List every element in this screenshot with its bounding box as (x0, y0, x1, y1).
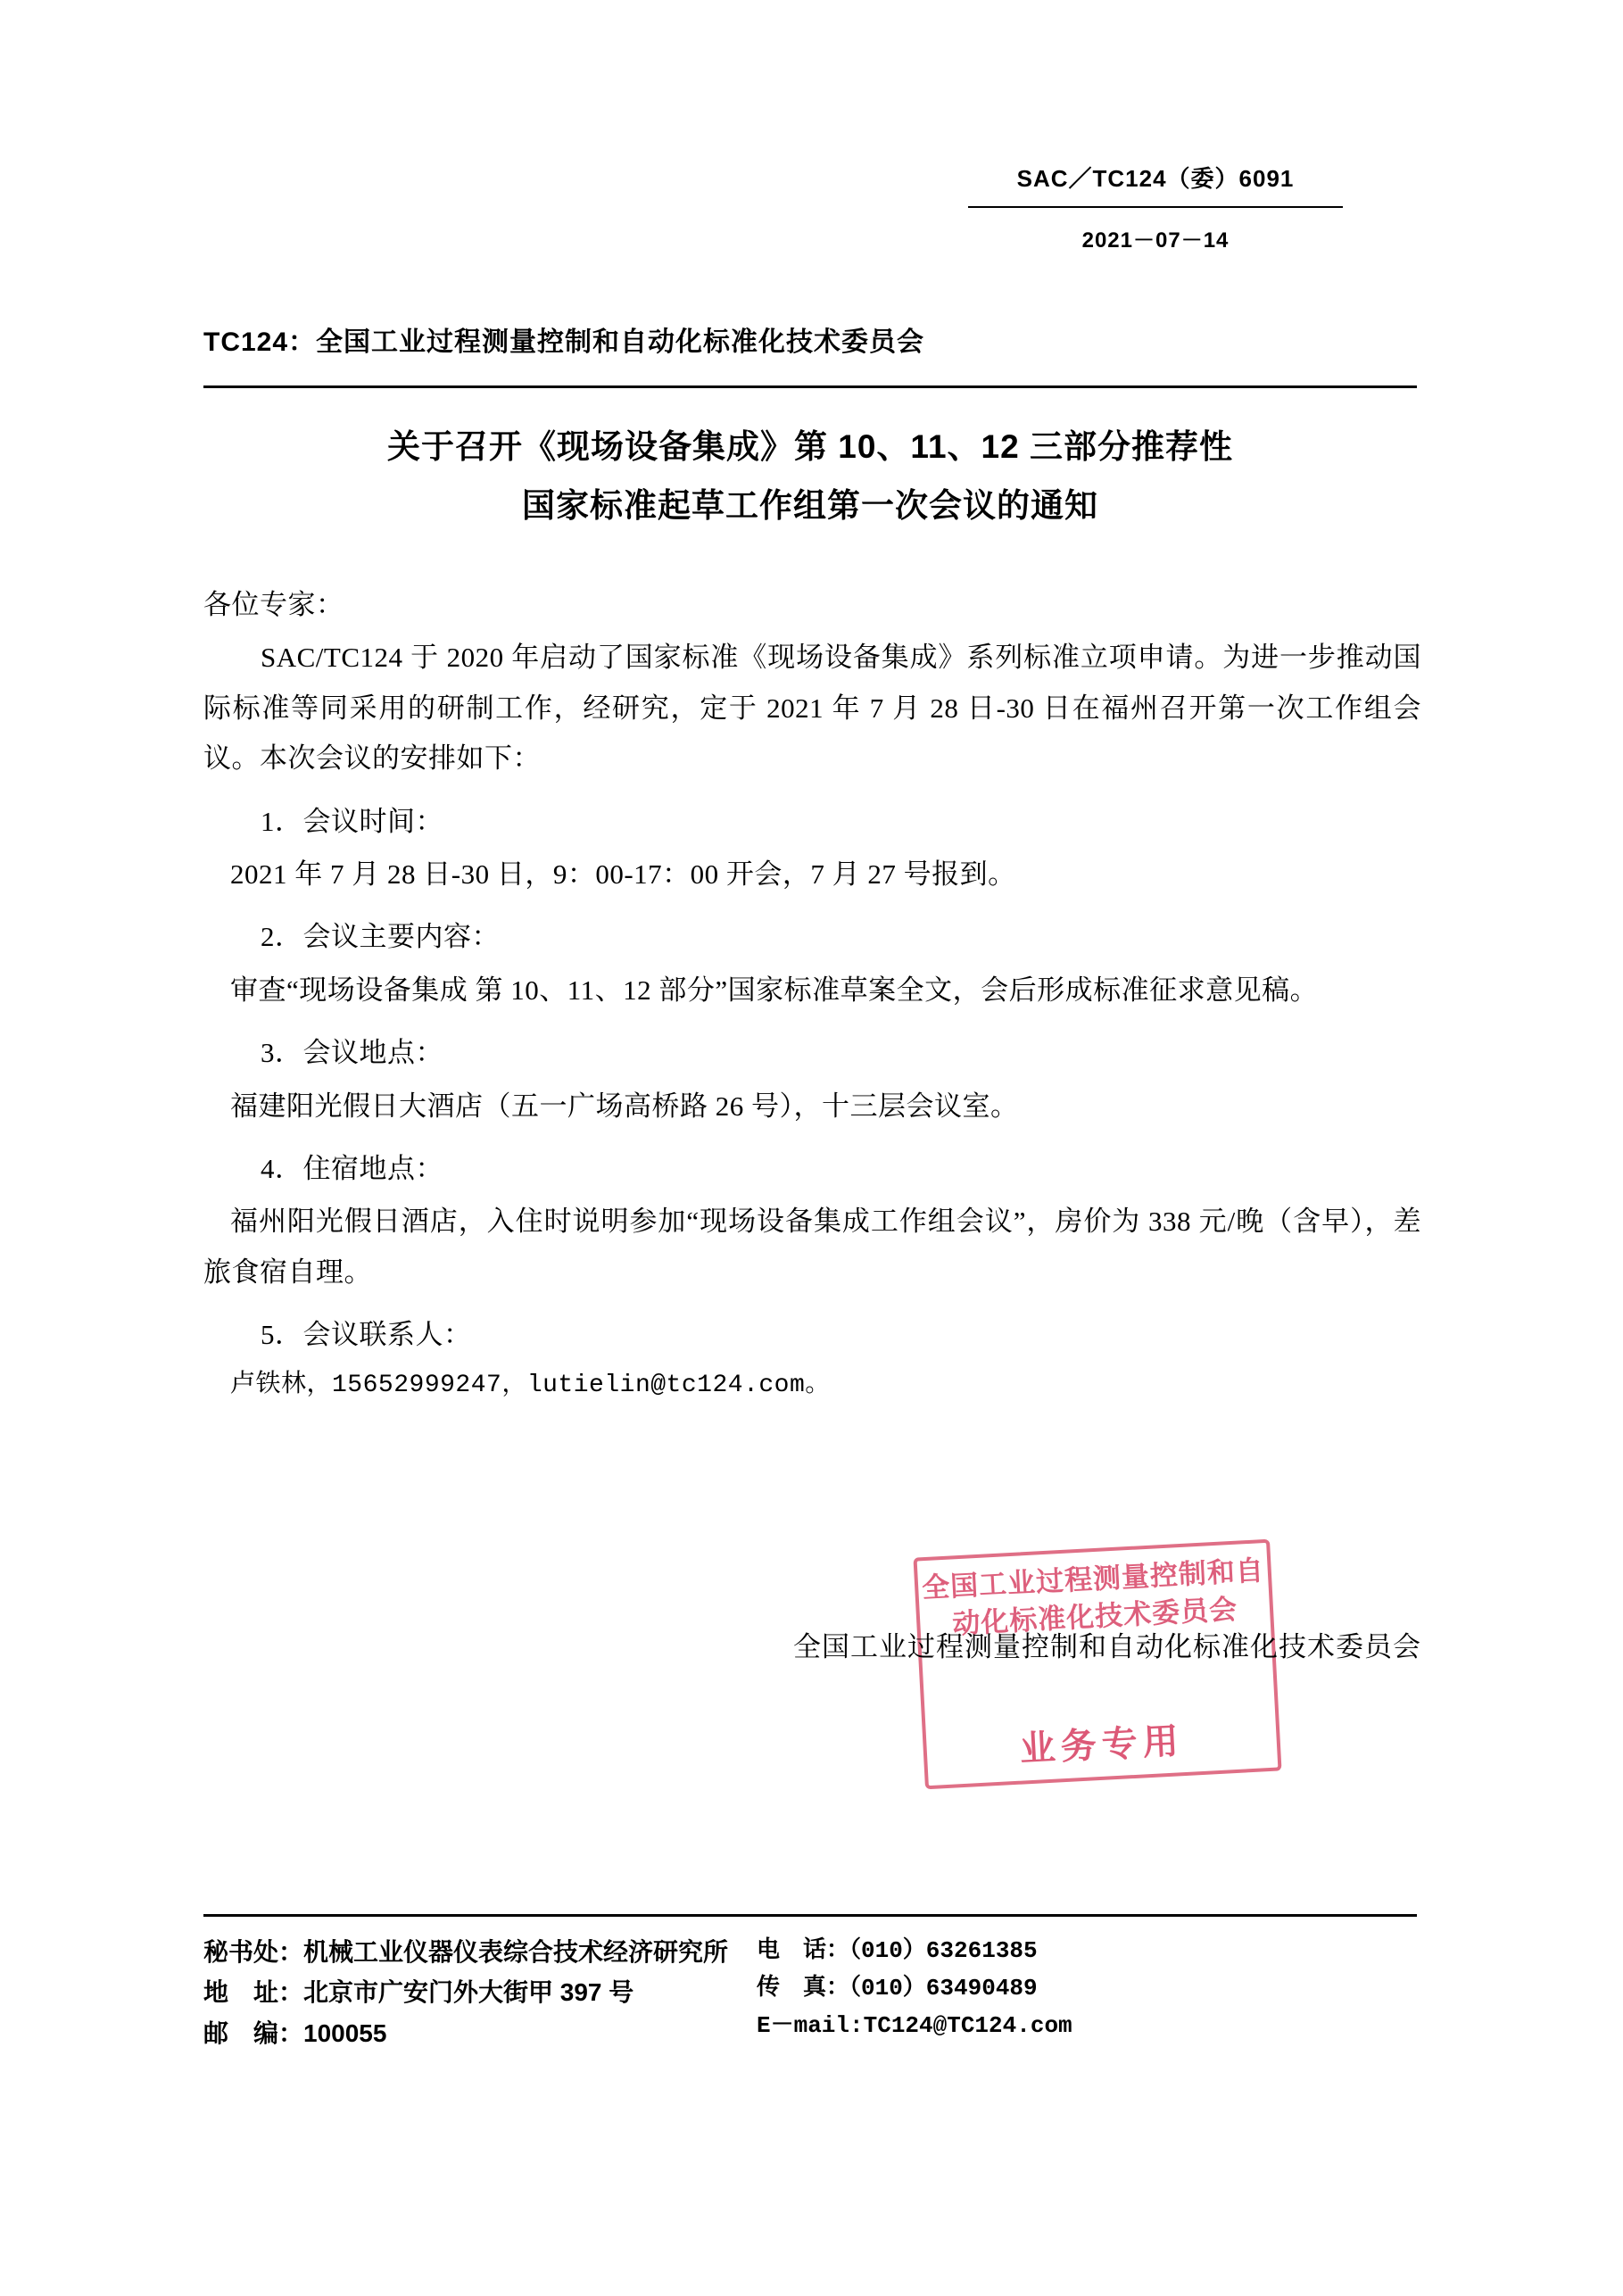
footer-left-column (203, 1932, 757, 2053)
document-number: SAC／TC124（委）6091 (1016, 165, 1295, 192)
item-3-text: 福建阳光假日大酒店（五一广场高桥路 26 号），十三层会议室。 (230, 1090, 1019, 1122)
title-line-1: 关于召开《现场设备集成》第 10、11、12 三部分推荐性 (387, 428, 1233, 465)
document-date: 2021－07－14 (1081, 228, 1230, 253)
seal-bottom-text: 业务专用 (1018, 1721, 1185, 1770)
footer-email: E－mail:TC124@TC124.com (757, 2012, 1072, 2040)
footer-address: 地 址：北京市广安门外大街甲 397 号 (203, 1978, 634, 2007)
signature-line: 全国工业过程测量控制和自动化标准化技术委员会 (793, 1631, 1421, 1662)
footer-postcode: 邮 编：100055 (203, 2018, 387, 2047)
seal-border (913, 1539, 1281, 1790)
committee-line: TC124：全国工业过程测量控制和自动化标准化技术委员会 (203, 327, 925, 357)
intro-paragraph: SAC/TC124 于 2020 年启动了国家标准《现场设备集成》系列标准立项申请。为进一步推动国际标准等同采用的研制工作，经研究，定于 2021 年 7 月 28 日-30 日在福州召开第一次工作组会议。本次会议的安排如下： (203, 642, 1421, 775)
official-seal (913, 1539, 1281, 1790)
footer (203, 1932, 1421, 2053)
salutation: 各位专家： (203, 589, 344, 620)
item-4-text: 福州阳光假日酒店，入住时说明参加“现场设备集成工作组会议”，房价为 338 元/晚（含早），差旅食宿自理。 (203, 1206, 1421, 1288)
item-4-head: 4．住宿地点： (261, 1153, 443, 1185)
header-divider (203, 385, 1417, 388)
footer-divider (203, 1914, 1417, 1917)
document-body (203, 580, 1421, 1412)
footer-right-column (757, 1932, 1421, 2053)
seal-top-text: 全国工业过程测量控制和自动化标准化技术委员会 (921, 1554, 1265, 1640)
footer-secretariat: 秘书处：机械工业仪器仪表综合技术经济研究所 (203, 1938, 729, 1966)
document-number-block (968, 161, 1343, 253)
item-1-head: 1．会议时间： (261, 805, 443, 837)
item-3-head: 3．会议地点： (261, 1037, 443, 1069)
item-1-text: 2021 年 7 月 28 日-30 日，9：00-17：00 开会，7 月 27 号报到。 (230, 858, 1016, 891)
item-2-text: 审查“现场设备集成 第 10、11、12 部分”国家标准草案全文，会后形成标准征求意见稿。 (230, 974, 1319, 1006)
item-5-text: 卢铁林，15652999247，lutielin@tc124.com。 (230, 1371, 831, 1399)
footer-phone: 电 话：（010）63261385 (757, 1937, 1038, 1964)
title-line-2: 国家标准起草工作组第一次会议的通知 (522, 486, 1098, 524)
page-title (203, 418, 1417, 535)
item-2-head: 2．会议主要内容： (261, 921, 500, 953)
item-5-head: 5．会议联系人： (261, 1319, 472, 1351)
footer-fax: 传 真：（010）63490489 (757, 1975, 1038, 2002)
